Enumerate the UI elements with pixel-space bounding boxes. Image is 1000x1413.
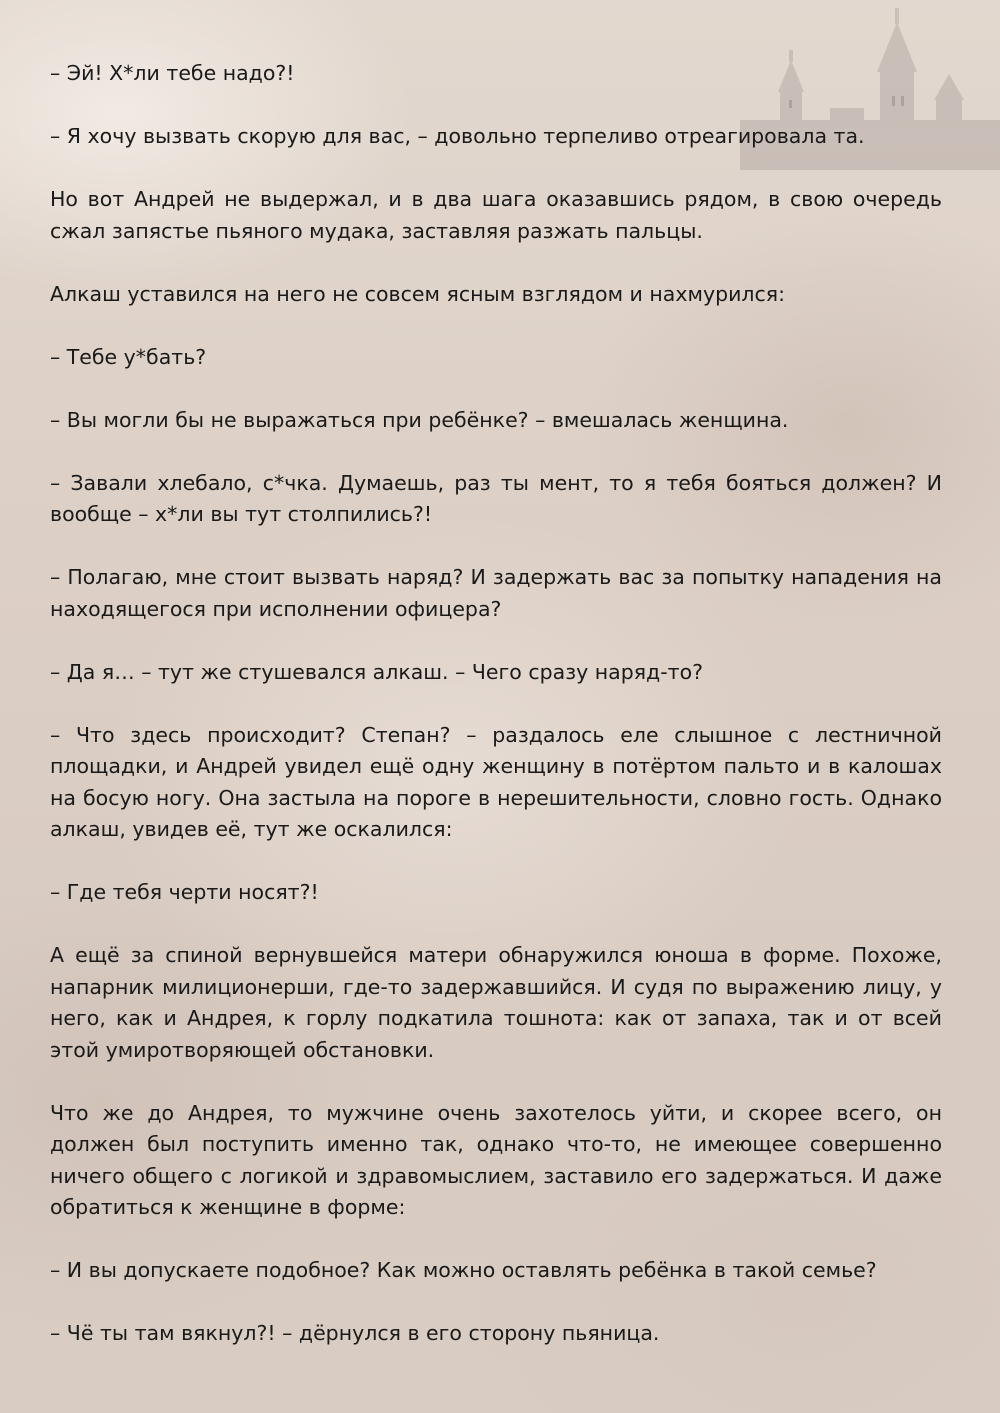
paragraph: – Полагаю, мне стоит вызвать наряд? И задержать вас за попытку нападения на находящегося при исполнении офицера? <box>50 565 942 621</box>
paragraph: – Эй! Х*ли тебе надо?! <box>50 61 295 85</box>
paragraph: – Я хочу вызвать скорую для вас, – довольно терпеливо отреагировала та. <box>50 124 865 148</box>
paragraph: – Да я… – тут же стушевался алкаш. – Чего сразу наряд-то? <box>50 659 703 684</box>
paragraph: – Тебе у*бать? <box>50 344 207 369</box>
paragraph: – Чё ты там вякнул?! – дёрнулся в его сторону пьяница. <box>50 1321 660 1345</box>
page-text <box>50 58 942 1381</box>
paragraph: – Завали хлебало, с*чка. Думаешь, раз ты мент, то я тебя бояться должен? И вообще – х*ли вы тут столпились?! <box>50 470 942 526</box>
paragraph: Алкаш уставился на него не совсем ясным взглядом и нахмурился: <box>50 281 786 306</box>
paragraph: А ещё за спиной вернувшейся матери обнаружился юноша в форме. Похоже, напарник милиционерши, где-то задержавшийся. И судя по выражению лицу, у него, как и Андрея, к горлу подкатила тошнота: как от запаха, так и от всей этой умиротворяющей обстановки. <box>50 943 942 1062</box>
paragraph: – И вы допускаете подобное? Как можно оставлять ребёнка в такой семье? <box>50 1258 877 1282</box>
paragraph: – Где тебя черти носят?! <box>50 880 319 904</box>
paragraph: Но вот Андрей не выдержал, и в два шага оказавшись рядом, в свою очередь сжал запястье пьяного мудака, заставляя разжать пальцы. <box>50 187 942 243</box>
paragraph: – Что здесь происходит? Степан? – раздалось еле слышное с лестничной площадки, и Андрей увидел ещё одну женщину в потёртом пальто и в калошах на босую ногу. Она застыла на пороге в нерешительности, словно гость. Однако алкаш, увидев её, тут же оскалился: <box>50 722 942 841</box>
paragraph: Что же до Андрея, то мужчине очень захотелось уйти, и скорее всего, он должен был поступить именно так, однако что-то, не имеющее совершенно ничего общего с логикой и здравомыслием, заставило его задержаться. И даже обратиться к женщине в форме: <box>50 1100 942 1219</box>
paragraph: – Вы могли бы не выражаться при ребёнке? – вмешалась женщина. <box>50 407 789 432</box>
